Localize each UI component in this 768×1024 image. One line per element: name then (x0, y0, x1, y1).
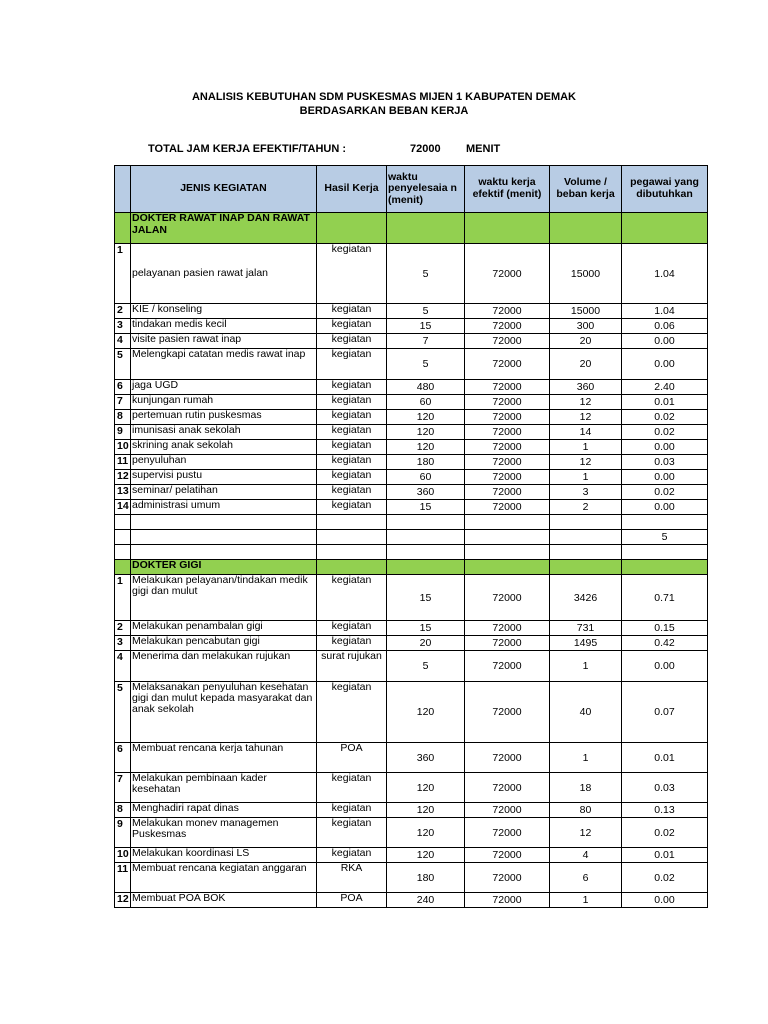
waktu-efektif-cell: 72000 (465, 621, 550, 636)
hasil-kerja-cell: kegiatan (317, 440, 387, 455)
row-number: 2 (115, 621, 131, 636)
waktu-penyelesaian-cell (387, 515, 465, 530)
waktu-penyelesaian-cell: 120 (387, 440, 465, 455)
volume-cell: 3426 (550, 575, 622, 621)
waktu-efektif-cell: 72000 (465, 773, 550, 803)
section-cell (387, 560, 465, 575)
hasil-kerja-cell: kegiatan (317, 425, 387, 440)
row-number: 4 (115, 651, 131, 682)
waktu-penyelesaian-cell: 480 (387, 380, 465, 395)
section-cell (550, 560, 622, 575)
kegiatan-cell: Melaksanakan penyuluhan kesehatan gigi dan mulut kepada masyarakat dan anak sekolah (131, 682, 317, 743)
hasil-kerja-cell: POA (317, 743, 387, 773)
volume-cell: 6 (550, 863, 622, 893)
table-row (115, 470, 708, 485)
pegawai-cell: 0.03 (622, 455, 708, 470)
waktu-penyelesaian-cell: 15 (387, 575, 465, 621)
waktu-efektif-cell: 72000 (465, 500, 550, 515)
hasil-kerja-cell: kegiatan (317, 349, 387, 380)
waktu-penyelesaian-cell: 15 (387, 621, 465, 636)
row-number: 12 (115, 893, 131, 908)
hasil-kerja-cell: kegiatan (317, 334, 387, 349)
waktu-penyelesaian-cell: 120 (387, 818, 465, 848)
waktu-penyelesaian-cell: 5 (387, 651, 465, 682)
kegiatan-cell: Melakukan pembinaan kader kesehatan (131, 773, 317, 803)
pegawai-cell: 0.15 (622, 621, 708, 636)
section-row (115, 213, 708, 244)
volume-cell: 4 (550, 848, 622, 863)
row-number: 5 (115, 682, 131, 743)
row-number: 3 (115, 319, 131, 334)
waktu-efektif-cell: 72000 (465, 636, 550, 651)
volume-cell: 12 (550, 395, 622, 410)
document-title: ANALISIS KEBUTUHAN SDM PUSKESMAS MIJEN 1 KABUPATEN DEMAK (191, 91, 576, 103)
waktu-penyelesaian-cell: 120 (387, 425, 465, 440)
pegawai-cell: 0.00 (622, 651, 708, 682)
waktu-efektif-cell: 72000 (465, 395, 550, 410)
table-row (115, 545, 708, 560)
hasil-kerja-cell: kegiatan (317, 380, 387, 395)
pegawai-cell: 0.71 (622, 575, 708, 621)
pegawai-cell: 0.03 (622, 773, 708, 803)
waktu-efektif-cell (465, 515, 550, 530)
table-row (115, 621, 708, 636)
kegiatan-cell: administrasi umum (131, 500, 317, 515)
row-number: 7 (115, 395, 131, 410)
volume-cell: 18 (550, 773, 622, 803)
hasil-kerja-cell: surat rujukan (317, 651, 387, 682)
pegawai-cell: 0.02 (622, 863, 708, 893)
pegawai-cell (622, 545, 708, 560)
section-cell (387, 213, 465, 244)
table-row (115, 440, 708, 455)
volume-cell: 14 (550, 425, 622, 440)
row-number (115, 545, 131, 560)
waktu-efektif-cell: 72000 (465, 349, 550, 380)
waktu-efektif-cell: 72000 (465, 848, 550, 863)
row-number: 8 (115, 803, 131, 818)
table-row (115, 818, 708, 848)
kegiatan-cell: Menerima dan melakukan rujukan (131, 651, 317, 682)
header-volume: Volume / beban kerja (550, 166, 622, 213)
waktu-efektif-cell: 72000 (465, 893, 550, 908)
row-number: 6 (115, 380, 131, 395)
header-jenis-kegiatan: JENIS KEGIATAN (131, 166, 317, 213)
table-row (115, 773, 708, 803)
hasil-kerja-cell: RKA (317, 863, 387, 893)
header-waktu-penyelesaian: waktu penyelesaia n (menit) (387, 166, 465, 213)
kegiatan-cell: Membuat POA BOK (131, 893, 317, 908)
waktu-efektif-cell (465, 545, 550, 560)
kegiatan-cell: Melakukan koordinasi LS (131, 848, 317, 863)
waktu-efektif-cell: 72000 (465, 863, 550, 893)
waktu-efektif-cell: 72000 (465, 455, 550, 470)
total-hours-value: 72000 (410, 143, 441, 155)
header-pegawai: pegawai yang dibutuhkan (622, 166, 708, 213)
pegawai-cell: 1.04 (622, 304, 708, 319)
kegiatan-cell: kunjungan rumah (131, 395, 317, 410)
waktu-penyelesaian-cell: 7 (387, 334, 465, 349)
table-row (115, 395, 708, 410)
volume-cell: 1 (550, 743, 622, 773)
table-row (115, 636, 708, 651)
waktu-penyelesaian-cell: 240 (387, 893, 465, 908)
waktu-efektif-cell: 72000 (465, 682, 550, 743)
volume-cell: 15000 (550, 244, 622, 304)
row-number (115, 530, 131, 545)
waktu-penyelesaian-cell: 360 (387, 743, 465, 773)
waktu-penyelesaian-cell: 120 (387, 848, 465, 863)
waktu-efektif-cell: 72000 (465, 380, 550, 395)
volume-cell: 1 (550, 470, 622, 485)
table-row (115, 304, 708, 319)
pegawai-cell: 0.02 (622, 818, 708, 848)
section-cell (622, 560, 708, 575)
waktu-efektif-cell: 72000 (465, 651, 550, 682)
volume-cell: 20 (550, 349, 622, 380)
table-row (115, 410, 708, 425)
waktu-penyelesaian-cell: 5 (387, 304, 465, 319)
volume-cell (550, 545, 622, 560)
pegawai-cell: 1.04 (622, 244, 708, 304)
pegawai-cell: 0.00 (622, 440, 708, 455)
section-cell (465, 560, 550, 575)
volume-cell: 1 (550, 651, 622, 682)
table-row (115, 319, 708, 334)
hasil-kerja-cell: kegiatan (317, 818, 387, 848)
table-row (115, 803, 708, 818)
row-number: 3 (115, 636, 131, 651)
kegiatan-cell: Melakukan pencabutan gigi (131, 636, 317, 651)
waktu-penyelesaian-cell: 120 (387, 410, 465, 425)
kegiatan-cell: pertemuan rutin puskesmas (131, 410, 317, 425)
kegiatan-cell: Melakukan monev managemen Puskesmas (131, 818, 317, 848)
hasil-kerja-cell: POA (317, 893, 387, 908)
waktu-penyelesaian-cell: 5 (387, 244, 465, 304)
waktu-efektif-cell: 72000 (465, 485, 550, 500)
waktu-efektif-cell: 72000 (465, 304, 550, 319)
hasil-kerja-cell: kegiatan (317, 470, 387, 485)
kegiatan-cell: imunisasi anak sekolah (131, 425, 317, 440)
table-row (115, 455, 708, 470)
waktu-penyelesaian-cell: 360 (387, 485, 465, 500)
row-number: 1 (115, 244, 131, 304)
table-row (115, 743, 708, 773)
pegawai-cell: 0.00 (622, 893, 708, 908)
hasil-kerja-cell: kegiatan (317, 410, 387, 425)
hasil-kerja-cell: kegiatan (317, 575, 387, 621)
section-row (115, 560, 708, 575)
row-number: 1 (115, 575, 131, 621)
waktu-penyelesaian-cell: 60 (387, 395, 465, 410)
hasil-kerja-cell: kegiatan (317, 455, 387, 470)
waktu-penyelesaian-cell: 180 (387, 455, 465, 470)
hasil-kerja-cell: kegiatan (317, 636, 387, 651)
volume-cell: 2 (550, 500, 622, 515)
kegiatan-cell (131, 545, 317, 560)
section-cell (550, 213, 622, 244)
kegiatan-cell: Menghadiri rapat dinas (131, 803, 317, 818)
hasil-kerja-cell: kegiatan (317, 395, 387, 410)
row-number: 8 (115, 410, 131, 425)
volume-cell: 15000 (550, 304, 622, 319)
volume-cell: 3 (550, 485, 622, 500)
hasil-kerja-cell: kegiatan (317, 773, 387, 803)
pegawai-cell: 0.00 (622, 334, 708, 349)
pegawai-cell: 0.02 (622, 425, 708, 440)
table-row (115, 244, 708, 304)
hasil-kerja-cell: kegiatan (317, 621, 387, 636)
waktu-efektif-cell: 72000 (465, 410, 550, 425)
row-number (115, 515, 131, 530)
hasil-kerja-cell: kegiatan (317, 848, 387, 863)
kegiatan-cell: supervisi pustu (131, 470, 317, 485)
kegiatan-cell: Membuat rencana kerja tahunan (131, 743, 317, 773)
table-header-row (115, 166, 708, 213)
hasil-kerja-cell: kegiatan (317, 319, 387, 334)
kegiatan-cell: jaga UGD (131, 380, 317, 395)
volume-cell: 360 (550, 380, 622, 395)
kegiatan-cell: pelayanan pasien rawat jalan (131, 244, 317, 304)
volume-cell: 731 (550, 621, 622, 636)
volume-cell: 40 (550, 682, 622, 743)
volume-cell: 12 (550, 818, 622, 848)
row-number: 12 (115, 470, 131, 485)
waktu-penyelesaian-cell: 15 (387, 500, 465, 515)
pegawai-cell: 0.02 (622, 485, 708, 500)
waktu-efektif-cell (465, 530, 550, 545)
kegiatan-cell: Melakukan pelayanan/tindakan medik gigi dan mulut (131, 575, 317, 621)
waktu-efektif-cell: 72000 (465, 803, 550, 818)
total-hours-label: TOTAL JAM KERJA EFEKTIF/TAHUN : (148, 143, 346, 155)
header-no (115, 166, 131, 213)
kegiatan-cell: Melakukan penambalan gigi (131, 621, 317, 636)
kegiatan-cell: KIE / konseling (131, 304, 317, 319)
kegiatan-cell (131, 515, 317, 530)
pegawai-cell: 0.01 (622, 848, 708, 863)
table-row (115, 515, 708, 530)
table-row (115, 334, 708, 349)
pegawai-cell: 0.06 (622, 319, 708, 334)
kegiatan-cell: penyuluhan (131, 455, 317, 470)
kegiatan-cell: Membuat rencana kegiatan anggaran (131, 863, 317, 893)
waktu-penyelesaian-cell: 5 (387, 349, 465, 380)
hasil-kerja-cell: kegiatan (317, 682, 387, 743)
table-row (115, 575, 708, 621)
waktu-penyelesaian-cell: 120 (387, 682, 465, 743)
table-row (115, 848, 708, 863)
hasil-kerja-cell (317, 545, 387, 560)
pegawai-cell: 0.42 (622, 636, 708, 651)
table-body (115, 213, 708, 908)
table-row (115, 380, 708, 395)
section-cell (622, 213, 708, 244)
row-number: 4 (115, 334, 131, 349)
pegawai-cell: 0.07 (622, 682, 708, 743)
volume-cell: 12 (550, 455, 622, 470)
volume-cell: 20 (550, 334, 622, 349)
pegawai-cell: 0.01 (622, 395, 708, 410)
table-row (115, 893, 708, 908)
table-row (115, 485, 708, 500)
row-number: 5 (115, 349, 131, 380)
pegawai-cell: 2.40 (622, 380, 708, 395)
table-row (115, 425, 708, 440)
volume-cell: 1495 (550, 636, 622, 651)
pegawai-cell (622, 515, 708, 530)
row-number: 6 (115, 743, 131, 773)
hasil-kerja-cell: kegiatan (317, 803, 387, 818)
volume-cell: 80 (550, 803, 622, 818)
hasil-kerja-cell: kegiatan (317, 485, 387, 500)
volume-cell: 1 (550, 893, 622, 908)
kegiatan-cell: visite pasien rawat inap (131, 334, 317, 349)
table-row (115, 863, 708, 893)
row-number: 9 (115, 818, 131, 848)
waktu-efektif-cell: 72000 (465, 440, 550, 455)
hasil-kerja-cell (317, 515, 387, 530)
total-hours-unit: MENIT (466, 143, 501, 155)
waktu-efektif-cell: 72000 (465, 818, 550, 848)
waktu-efektif-cell: 72000 (465, 319, 550, 334)
volume-cell (550, 530, 622, 545)
hasil-kerja-cell: kegiatan (317, 244, 387, 304)
waktu-efektif-cell: 72000 (465, 470, 550, 485)
row-number: 14 (115, 500, 131, 515)
table-row (115, 682, 708, 743)
waktu-efektif-cell: 72000 (465, 743, 550, 773)
waktu-penyelesaian-cell: 20 (387, 636, 465, 651)
waktu-penyelesaian-cell: 120 (387, 803, 465, 818)
section-cell (115, 560, 131, 575)
section-cell (317, 560, 387, 575)
row-number: 10 (115, 440, 131, 455)
volume-cell (550, 515, 622, 530)
header-hasil-kerja: Hasil Kerja (317, 166, 387, 213)
header-waktu-kerja-efektif: waktu kerja efektif (menit) (465, 166, 550, 213)
volume-cell: 12 (550, 410, 622, 425)
section-label: DOKTER RAWAT INAP DAN RAWAT JALAN (131, 213, 317, 244)
waktu-efektif-cell: 72000 (465, 244, 550, 304)
waktu-penyelesaian-cell: 120 (387, 773, 465, 803)
pegawai-cell: 5 (622, 530, 708, 545)
row-number: 2 (115, 304, 131, 319)
hasil-kerja-cell (317, 530, 387, 545)
kegiatan-cell: skrining anak sekolah (131, 440, 317, 455)
waktu-efektif-cell: 72000 (465, 425, 550, 440)
kegiatan-cell: seminar/ pelatihan (131, 485, 317, 500)
waktu-penyelesaian-cell: 60 (387, 470, 465, 485)
waktu-efektif-cell: 72000 (465, 575, 550, 621)
pegawai-cell: 0.02 (622, 410, 708, 425)
row-number: 11 (115, 863, 131, 893)
section-label: DOKTER GIGI (131, 560, 317, 575)
workload-table (114, 165, 708, 908)
table-row (115, 530, 708, 545)
waktu-penyelesaian-cell: 15 (387, 319, 465, 334)
section-cell (115, 213, 131, 244)
table-row (115, 349, 708, 380)
waktu-penyelesaian-cell (387, 530, 465, 545)
section-cell (317, 213, 387, 244)
pegawai-cell: 0.01 (622, 743, 708, 773)
table-row (115, 651, 708, 682)
waktu-efektif-cell: 72000 (465, 334, 550, 349)
row-number: 13 (115, 485, 131, 500)
row-number: 9 (115, 425, 131, 440)
row-number: 10 (115, 848, 131, 863)
document-subtitle: BERDASARKAN BEBAN KERJA (299, 105, 469, 117)
pegawai-cell: 0.13 (622, 803, 708, 818)
pegawai-cell: 0.00 (622, 349, 708, 380)
hasil-kerja-cell: kegiatan (317, 304, 387, 319)
kegiatan-cell: Melengkapi catatan medis rawat inap (131, 349, 317, 380)
hasil-kerja-cell: kegiatan (317, 500, 387, 515)
volume-cell: 300 (550, 319, 622, 334)
kegiatan-cell (131, 530, 317, 545)
waktu-penyelesaian-cell (387, 545, 465, 560)
kegiatan-cell: tindakan medis kecil (131, 319, 317, 334)
row-number: 7 (115, 773, 131, 803)
pegawai-cell: 0.00 (622, 470, 708, 485)
section-cell (465, 213, 550, 244)
volume-cell: 1 (550, 440, 622, 455)
waktu-penyelesaian-cell: 180 (387, 863, 465, 893)
table-row (115, 500, 708, 515)
pegawai-cell: 0.00 (622, 500, 708, 515)
row-number: 11 (115, 455, 131, 470)
